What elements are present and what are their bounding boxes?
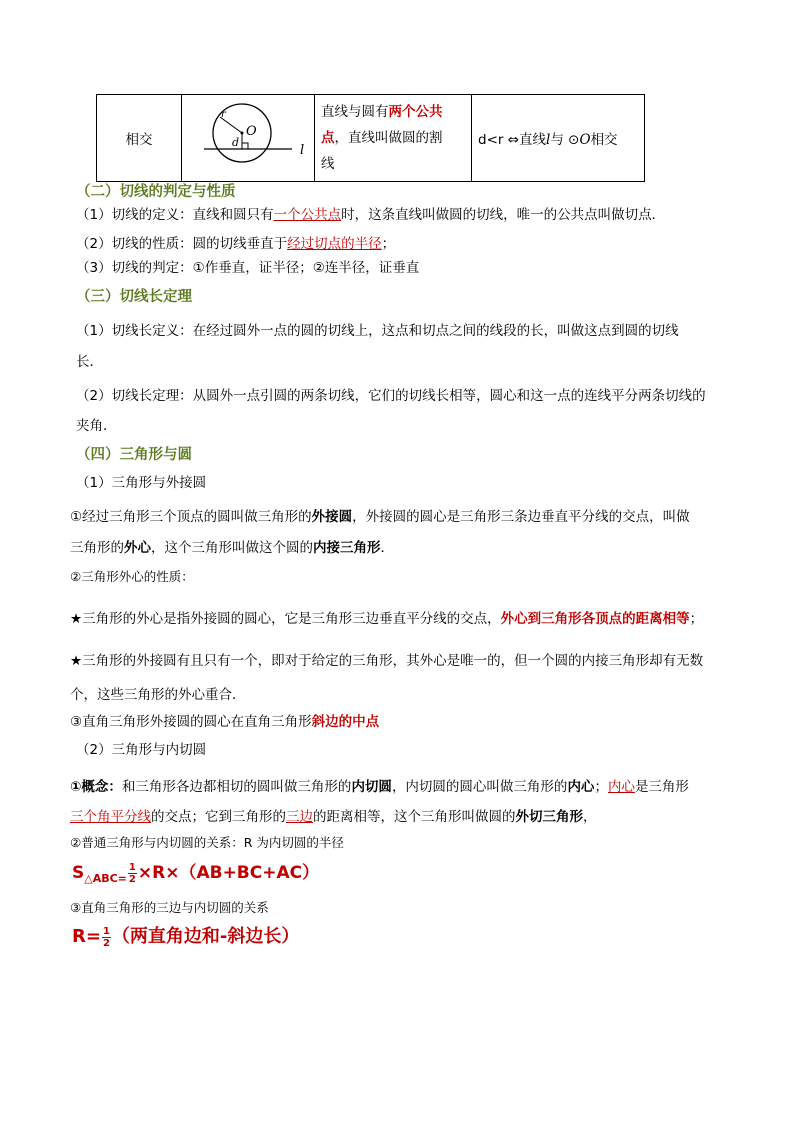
cond-o: O	[579, 132, 591, 148]
text: （1）切线的定义：直线和圆只有	[76, 207, 274, 223]
bold-term: 外接圆	[311, 509, 353, 525]
tangent-length-def-line2: 长．	[76, 354, 103, 370]
section-title-triangle-circle: （四）三角形与圆	[76, 447, 192, 463]
condition-cell	[472, 95, 645, 182]
text: 和三角形各边都相切的圆叫做三角形的	[121, 779, 352, 795]
desc-text-3: 线	[321, 156, 335, 172]
relation-table	[96, 94, 645, 182]
formula-r: R=	[72, 926, 101, 947]
desc-highlight: 两个公共	[388, 104, 443, 120]
tangent-length-theorem-line1: （2）切线长定理：从圆外一点引圆的两条切线，它们的切线长相等，圆心和这一点的连线平分两条切线的	[76, 388, 706, 404]
tangent-judgement: （3）切线的判定：①作垂直，证半径；②连半径，证垂直	[76, 260, 420, 276]
text: ，外接圆的圆心是三角形三条边垂直平分线的交点，叫做	[352, 509, 690, 525]
desc-text: 直线与圆有	[321, 104, 389, 120]
underlined-term: 三个角平分线	[70, 809, 151, 825]
text: ①经过三角形三个顶点的圆叫做三角形的	[70, 509, 312, 525]
fig-o-label: O	[246, 124, 257, 139]
text: ，这个三角形叫做这个圆的	[151, 540, 313, 556]
cond-l: l	[546, 132, 551, 148]
denominator: 2	[102, 937, 110, 949]
subheading-incircle: （2）三角形与内切圆	[76, 742, 207, 758]
text: ；	[381, 236, 396, 252]
text: （2）切线的性质：圆的切线垂直于	[76, 236, 288, 252]
cond-text-3: 相交	[590, 132, 618, 148]
underlined-term: 内心	[607, 779, 635, 795]
text: ，	[583, 809, 597, 825]
tangent-property	[76, 232, 395, 252]
circumcenter-property-2-line2: 个，这些三角形的外心重合．	[70, 687, 246, 703]
subheading-circumcircle: （1）三角形与外接圆	[76, 475, 207, 491]
circumcenter-property-1	[70, 607, 703, 627]
numerator: 1	[102, 925, 110, 937]
circumcenter-property-2-line1: ★三角形的外接圆有且只有一个，即对于给定的三角形，其外心是唯一的，但一个圆的内接三角形却有无数	[70, 653, 704, 669]
text: 三角形的	[70, 540, 124, 556]
figure-cell	[182, 95, 315, 182]
desc-highlight-2: 点	[321, 130, 335, 146]
text: ．	[380, 540, 394, 556]
circumcenter-properties-heading: ②三角形外心的性质：	[70, 569, 194, 584]
text: 是三角形	[634, 779, 689, 795]
right-triangle-circumcenter	[70, 710, 379, 730]
bold-term: ①概念：	[70, 779, 122, 795]
text: ；	[594, 779, 608, 795]
text: ；	[689, 611, 704, 627]
tangent-length-def-line1: （1）切线长定义：在经过圆外一点的圆的切线上，这点和切点之间的线段的长，叫做这点到圆的切线	[76, 323, 679, 339]
desc-text-2: ，直线叫做圆的割	[334, 130, 443, 146]
tangent-length-theorem-line2: 夹角．	[76, 418, 117, 434]
bold-term: 内心	[567, 779, 595, 795]
underlined-term: 一个公共点	[273, 207, 342, 223]
formula-subscript: △ABC=	[84, 872, 127, 885]
cond-text: d<r ⇔直线	[478, 132, 547, 148]
incircle-concept-line2	[70, 805, 597, 825]
highlight-term: 外心到三角形各顶点的距离相等	[500, 611, 690, 627]
section-title-tangent: （二）切线的判定与性质	[76, 184, 236, 200]
bold-term: 内接三角形	[313, 540, 381, 556]
fig-r-label: r	[221, 109, 226, 120]
circumcircle-concept-line1	[70, 505, 690, 525]
text: 时，这条直线叫做圆的切线，唯一的公共点叫做切点．	[341, 207, 666, 223]
underlined-term: 经过切点的半径	[287, 236, 382, 252]
text: ，内切圆的圆心叫做三角形的	[391, 779, 568, 795]
numerator: 1	[128, 861, 136, 873]
bold-term: 外心	[124, 540, 151, 556]
row-label-cell	[97, 95, 182, 182]
text: 的交点；它到三角形的	[151, 809, 286, 825]
description-cell	[315, 95, 472, 182]
bold-term: 内切圆	[351, 779, 392, 795]
formula-rest: （两直角边和-斜边长）	[111, 926, 300, 947]
fig-l-label: l	[300, 143, 305, 158]
text: 的距离相等，这个三角形叫做圆的	[313, 809, 516, 825]
tangent-definition	[76, 203, 665, 223]
right-triangle-incircle-heading: ③直角三角形的三边与内切圆的关系	[70, 900, 269, 915]
circumcircle-concept-line2	[70, 536, 394, 556]
denominator: 2	[128, 873, 136, 885]
area-formula	[72, 858, 319, 885]
circle-intersect-figure	[182, 95, 314, 177]
text: ★三角形的外心是指外接圆的圆心，它是三角形三边垂直平分线的交点，	[70, 611, 501, 627]
highlight-term: 斜边的中点	[311, 714, 380, 730]
row-label: 相交	[125, 132, 153, 148]
fraction-half	[102, 926, 111, 949]
bold-term: 外切三角形	[515, 809, 583, 825]
table-row	[97, 95, 645, 182]
formula-rest: ×R×（AB+BC+AC）	[137, 863, 320, 883]
section-title-tangent-length: （三）切线长定理	[76, 289, 192, 305]
cond-text-2: 与 ⊙	[550, 132, 580, 148]
incircle-concept-line1	[70, 775, 689, 795]
incircle-relation-heading: ②普通三角形与内切圆的关系：R 为内切圆的半径	[70, 835, 344, 850]
underlined-term: 三边	[286, 809, 313, 825]
formula-s: S	[72, 863, 85, 883]
fig-d-label: d	[232, 136, 240, 149]
inradius-formula	[72, 922, 299, 949]
text: ③直角三角形外接圆的圆心在直角三角形	[70, 714, 312, 730]
fraction-half	[128, 862, 137, 885]
